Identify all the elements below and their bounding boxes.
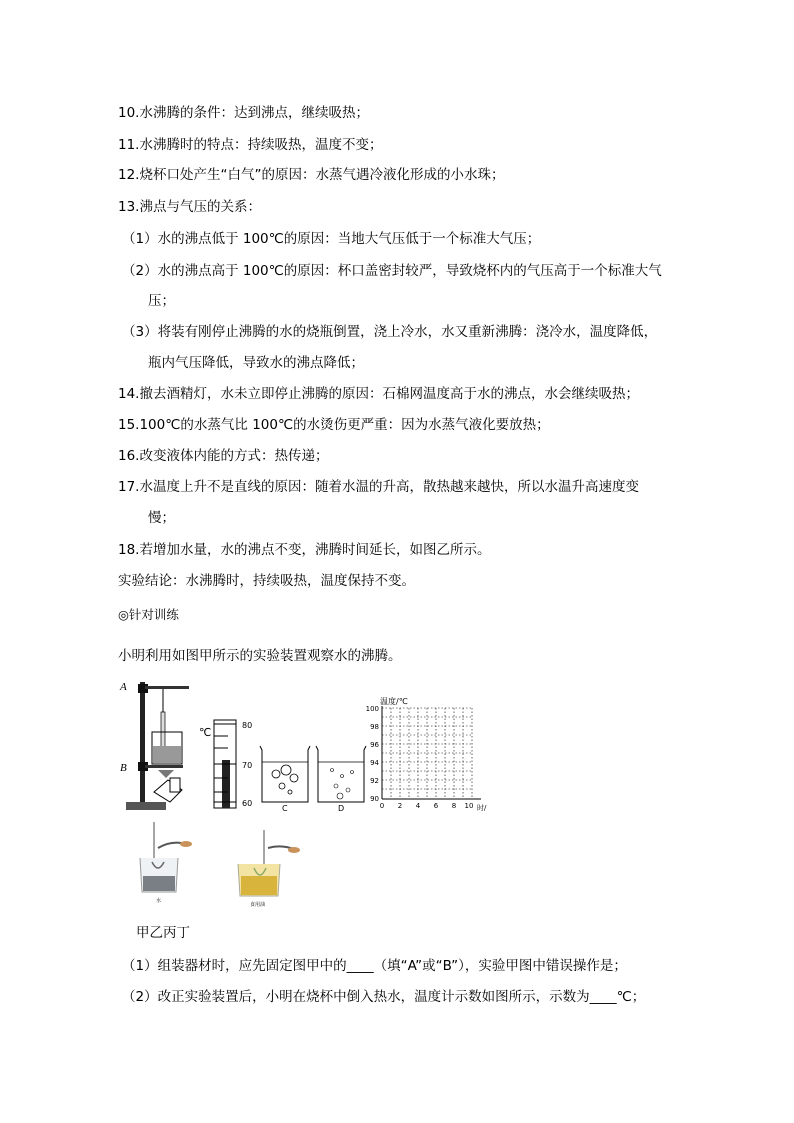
graph-ytick-96: 96 [370,741,379,749]
experiment-conclusion: 实验结论：水沸腾时，持续吸热，温度保持不变。 [118,573,415,589]
label-a: A [120,681,127,693]
apparatus-figure [118,674,198,814]
item-15: 15.100℃的水蒸气比 100℃的水烫伤更严重：因为水蒸气液化要放热； [118,417,550,433]
label-b: B [120,762,127,774]
thermometer-tick-60: 60 [242,799,253,808]
graph-xtick-2: 2 [397,802,403,810]
item-13-2-cont: 压； [148,293,175,309]
graph-ytick-98: 98 [370,723,379,731]
thermometer-figure [198,716,264,812]
item-10: 10.水沸腾的条件：达到沸点，继续吸热； [118,105,369,121]
item-12: 12.烧杯口处产生“白气”的原因：水蒸气遇冷液化形成的小水珠； [118,167,505,183]
graph-ytick-90: 90 [370,795,379,803]
item-18: 18.若增加水量，水的沸点不变，沸腾时间延长，如图乙所示。 [118,542,491,558]
thermometer-unit: ℃ [199,726,212,739]
photo-left-label: 水 [156,898,162,904]
training-heading: ◎针对训练 [118,607,179,622]
item-13-1: （1）水的沸点低于 100℃的原因：当地大气压低于一个标准大气压； [122,231,541,247]
question-intro: 小明利用如图甲所示的实验装置观察水的沸腾。 [118,648,402,664]
photo-water-heating [128,818,200,906]
beaker-d-label: D [338,804,345,812]
item-16: 16.改变液体内能的方式：热传递； [118,448,329,464]
item-17: 17.水温度上升不是直线的原因：随着水温的升高，散热越来越快，所以水温升高速度变 [118,479,639,495]
item-17-cont: 慢； [148,510,175,526]
graph-xtick-8: 8 [451,802,457,810]
item-13-3-cont: 瓶内气压降低，导致水的沸点降低； [148,355,364,371]
graph-xtick-0: 0 [379,802,385,810]
thermometer-tick-80: 80 [242,721,253,730]
graph-ytick-100: 100 [365,705,379,713]
item-13-2: （2）水的沸点高于 100℃的原因：杯口盖密封较严，导致烧杯内的气压高于一个标准大气 [122,263,662,279]
temperature-graph [356,694,496,814]
graph-ylabel: 温度/℃ [380,697,408,706]
graph-ytick-92: 92 [370,777,379,785]
item-13-3: （3）将装有刚停止沸腾的水的烧瓶倒置，浇上冷水，水又重新沸腾：浇冷水，温度降低， [122,324,658,340]
graph-xtick-4: 4 [415,802,421,810]
item-11: 11.水沸腾时的特点：持续吸热，温度不变； [118,137,383,153]
beaker-c-label: C [282,804,288,812]
graph-xtick-10: 10 [464,802,474,810]
graph-ytick-94: 94 [370,759,379,767]
graph-xtick-6: 6 [433,802,439,810]
photo-right-label: 食用油 [250,902,266,908]
photo-oil-heating [228,826,308,910]
question-2: （2）改正实验装置后，小明在烧杯中倒入热水，温度计示数如图所示，示数为____℃； [122,989,646,1005]
graph-xlabel: 时/ [477,804,487,812]
item-14: 14.撤去酒精灯，水未立即停止沸腾的原因：石棉网温度高于水的沸点，水会继续吸热； [118,386,639,402]
figure-caption: 甲乙丙丁 [136,925,190,941]
thermometer-tick-70: 70 [242,761,253,770]
item-13: 13.沸点与气压的关系： [118,199,261,215]
question-1: （1）组装器材时，应先固定图甲中的____（填“A”或“B”），实验甲图中错误操作是； [122,958,627,974]
